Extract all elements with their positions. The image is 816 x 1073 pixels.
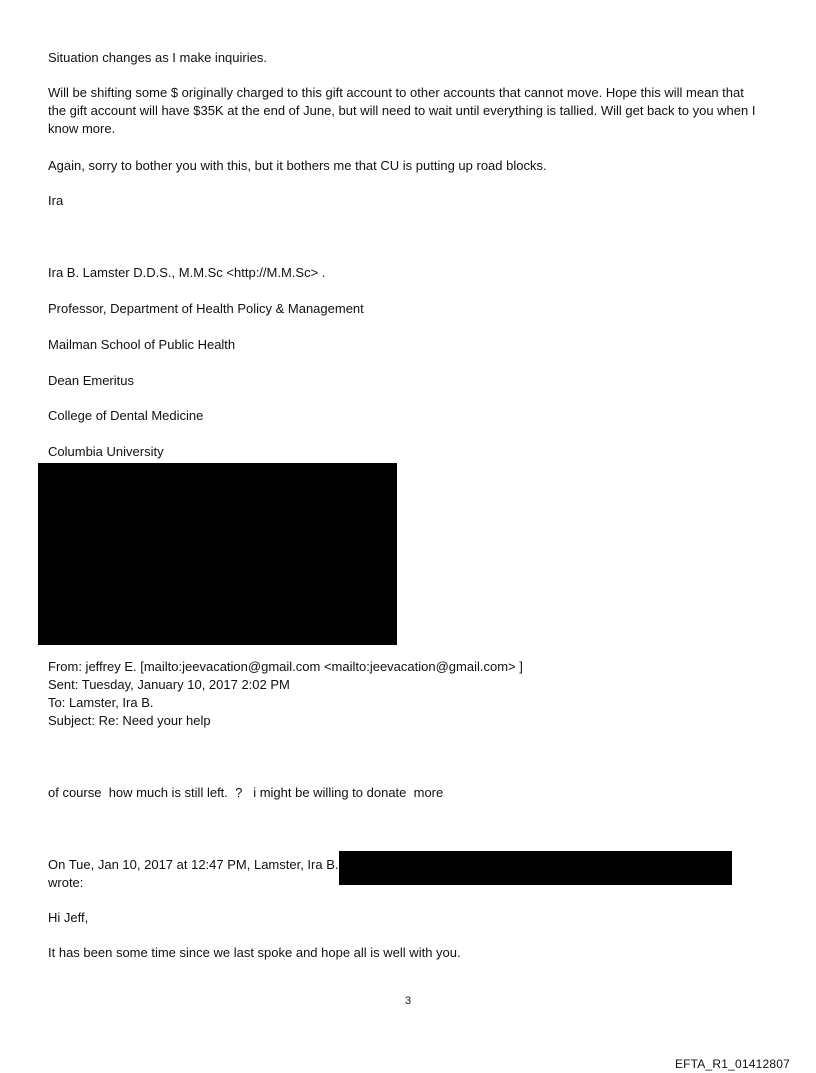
document-id-footer: EFTA_R1_01412807 xyxy=(674,1057,790,1071)
signature-title-dean: Dean Emeritus xyxy=(48,373,134,388)
page-number: 3 xyxy=(404,995,412,1007)
signature-school: Mailman School of Public Health xyxy=(48,337,236,352)
quoted-attribution: On Tue, Jan 10, 2017 at 12:47 PM, Lamster, Ira B. xyxy=(48,857,339,872)
header-to: To: Lamster, Ira B. xyxy=(48,695,154,710)
quoted-wrote: wrote: xyxy=(48,875,84,890)
redaction-email-address xyxy=(339,851,732,885)
header-sent: Sent: Tuesday, January 10, 2017 2:02 PM xyxy=(48,677,290,692)
signature-title-professor: Professor, Department of Health Policy & Management xyxy=(48,301,364,316)
quoted-line: It has been some time since we last spoke and hope all is well with you. xyxy=(48,945,461,960)
signature-university: Columbia University xyxy=(48,444,164,459)
body-signoff: Ira xyxy=(48,193,64,208)
signature-college: College of Dental Medicine xyxy=(48,408,204,423)
redaction-block xyxy=(38,463,397,645)
reply-text: of course how much is still left. ? i might be willing to donate more xyxy=(48,785,444,800)
body-paragraph-gift-account: Will be shifting some $ originally charged to this gift account to other accounts that cannot move. Hope this will mean that the gift account will have $35K at the end of June, but will need to wait until everything is tallied. Will get back to you when I know more. xyxy=(48,85,756,136)
body-line-situation: Situation changes as I make inquiries. xyxy=(48,50,267,65)
header-subject: Subject: Re: Need your help xyxy=(48,713,211,728)
body-paragraph-apology: Again, sorry to bother you with this, but it bothers me that CU is putting up road blocks. xyxy=(48,158,547,173)
quoted-greeting: Hi Jeff, xyxy=(48,910,89,925)
header-from: From: jeffrey E. [mailto:jeevacation@gmail.com <mailto:jeevacation@gmail.com> ] xyxy=(48,659,523,674)
signature-name: Ira B. Lamster D.D.S., M.M.Sc <http://M.M.Sc> . xyxy=(48,265,326,280)
